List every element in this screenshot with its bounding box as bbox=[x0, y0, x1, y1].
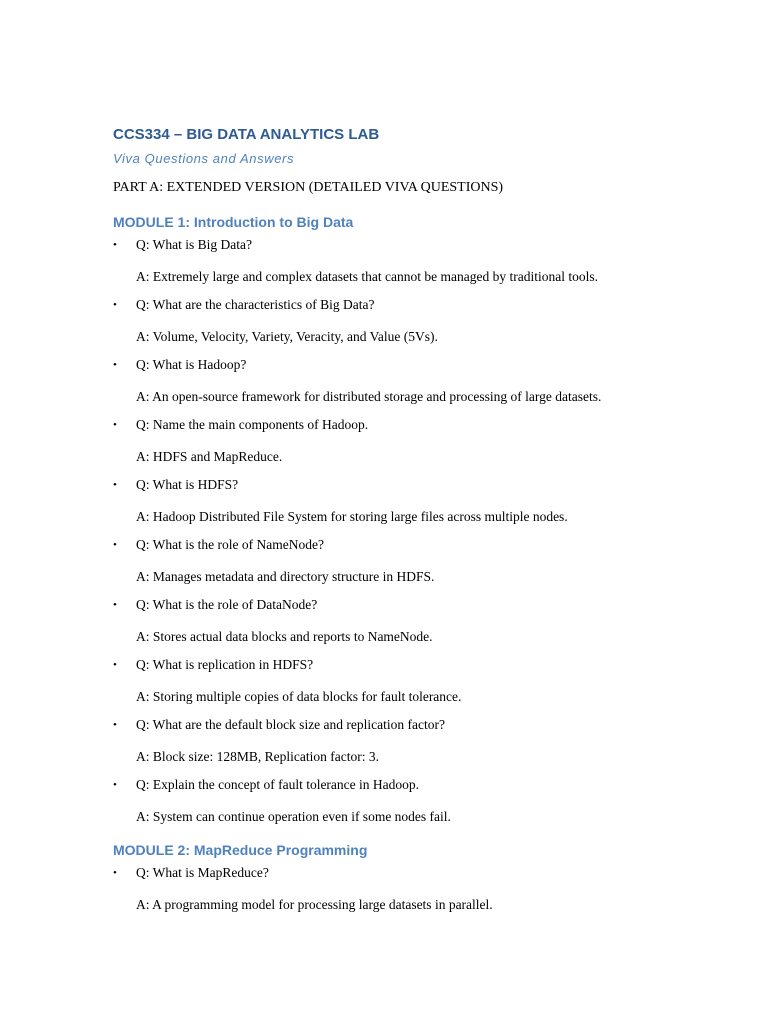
bullet-icon: • bbox=[113, 659, 117, 671]
document-page bbox=[113, 125, 723, 914]
bullet-icon: • bbox=[113, 779, 117, 791]
answer-text: A: Hadoop Distributed File System for storing large files across multiple nodes. bbox=[136, 509, 568, 524]
bullet-icon: • bbox=[113, 599, 117, 611]
qa-item bbox=[113, 236, 723, 286]
document-title: CCS334 – BIG DATA ANALYTICS LAB bbox=[113, 126, 380, 143]
answer-text: A: Stores actual data blocks and reports to NameNode. bbox=[136, 629, 433, 644]
answer-text: A: Extremely large and complex datasets that cannot be managed by traditional tools. bbox=[136, 269, 598, 284]
document-subtitle: Viva Questions and Answers bbox=[113, 151, 295, 166]
question-text: Q: What is the role of DataNode? bbox=[136, 597, 318, 612]
bullet-icon: • bbox=[113, 867, 117, 879]
answer-text: A: Block size: 128MB, Replication factor: 3. bbox=[136, 749, 379, 764]
qa-item bbox=[113, 864, 723, 914]
question-text: Q: What is the role of NameNode? bbox=[136, 537, 324, 552]
question-text: Q: Explain the concept of fault tolerance in Hadoop. bbox=[136, 777, 420, 792]
bullet-icon: • bbox=[113, 299, 117, 311]
qa-item bbox=[113, 716, 723, 766]
question-text: Q: What is MapReduce? bbox=[136, 865, 269, 880]
qa-item bbox=[113, 416, 723, 466]
qa-item bbox=[113, 656, 723, 706]
question-text: Q: What are the characteristics of Big Data? bbox=[136, 297, 375, 312]
answer-text: A: System can continue operation even if some nodes fail. bbox=[136, 809, 451, 824]
question-text: Q: What are the default block size and replication factor? bbox=[136, 717, 445, 732]
bullet-icon: • bbox=[113, 539, 117, 551]
answer-text: A: Storing multiple copies of data blocks for fault tolerance. bbox=[136, 689, 462, 704]
answer-text: A: Volume, Velocity, Variety, Veracity, and Value (5Vs). bbox=[136, 329, 438, 344]
bullet-icon: • bbox=[113, 419, 117, 431]
question-text: Q: What is Big Data? bbox=[136, 237, 252, 252]
part-heading: PART A: EXTENDED VERSION (DETAILED VIVA QUESTIONS) bbox=[113, 180, 504, 195]
question-text: Q: What is Hadoop? bbox=[136, 357, 247, 372]
module-2-heading: MODULE 2: MapReduce Programming bbox=[113, 842, 368, 858]
answer-text: A: An open-source framework for distributed storage and processing of large datasets. bbox=[136, 389, 602, 404]
qa-item bbox=[113, 296, 723, 346]
module-2-question-list bbox=[113, 864, 723, 914]
qa-item bbox=[113, 596, 723, 646]
bullet-icon: • bbox=[113, 719, 117, 731]
qa-item bbox=[113, 356, 723, 406]
answer-text: A: A programming model for processing large datasets in parallel. bbox=[136, 897, 493, 912]
qa-item bbox=[113, 776, 723, 826]
bullet-icon: • bbox=[113, 479, 117, 491]
answer-text: A: HDFS and MapReduce. bbox=[136, 449, 283, 464]
answer-text: A: Manages metadata and directory structure in HDFS. bbox=[136, 569, 435, 584]
question-text: Q: What is HDFS? bbox=[136, 477, 239, 492]
qa-item bbox=[113, 476, 723, 526]
question-text: Q: Name the main components of Hadoop. bbox=[136, 417, 369, 432]
qa-item bbox=[113, 536, 723, 586]
module-1-question-list bbox=[113, 236, 723, 826]
module-1-heading: MODULE 1: Introduction to Big Data bbox=[113, 214, 354, 230]
question-text: Q: What is replication in HDFS? bbox=[136, 657, 314, 672]
bullet-icon: • bbox=[113, 239, 117, 251]
bullet-icon: • bbox=[113, 359, 117, 371]
